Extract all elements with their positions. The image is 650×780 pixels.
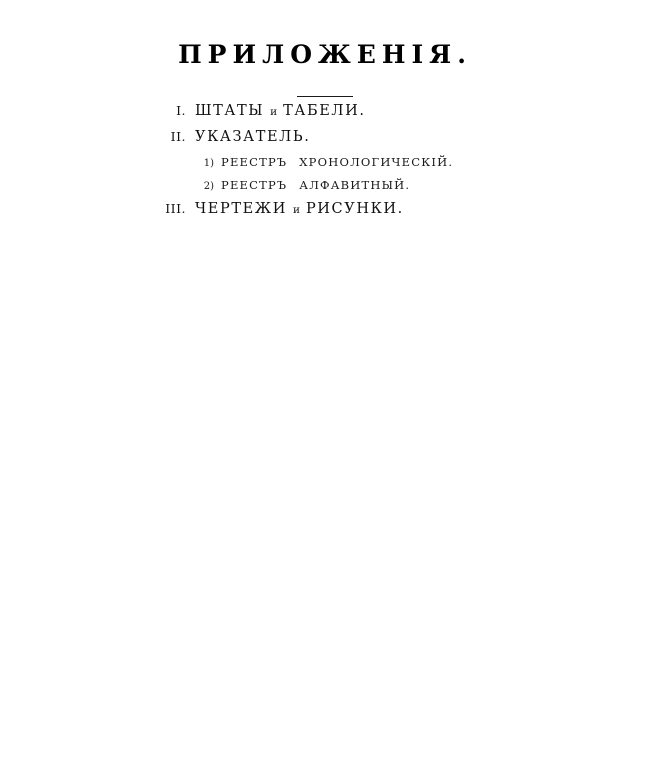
entry-conjunction: и [292, 204, 300, 216]
entry-terminator: . [359, 103, 364, 119]
page-title: ПРИЛОЖЕНІЯ. [178, 40, 472, 69]
list-item [196, 178, 560, 192]
entry-number: 2) [203, 181, 214, 192]
entry-label-start: УКАЗАТЕЛЬ [195, 129, 305, 145]
entry-terminator: . [397, 201, 403, 217]
entry-terminator: . [304, 129, 309, 145]
list-item [160, 201, 560, 217]
table-of-contents [160, 103, 560, 227]
list-item [160, 103, 560, 119]
list-item [196, 155, 560, 169]
entry-label-start: ШТАТЫ [195, 103, 265, 119]
title-divider [0, 84, 650, 102]
entry-number: III. [165, 201, 186, 216]
entry-number: I. [176, 103, 186, 118]
horizontal-rule [297, 96, 353, 97]
entry-label-start: РЕЕСТРЪ [221, 178, 288, 192]
entry-terminator: . [405, 178, 410, 192]
entry-label-end: РИСУНКИ [305, 201, 398, 217]
entry-number: II. [170, 129, 186, 144]
entry-terminator: . [448, 155, 452, 169]
entry-label-end: АЛФАВИТНЫЙ [299, 178, 406, 192]
list-item [160, 129, 560, 145]
entry-conjunction: и [270, 106, 278, 118]
entry-number: 1) [203, 158, 214, 169]
entry-label-end: ХРОНОЛОГИЧЕСКІЙ [299, 155, 449, 169]
entry-label-start: ЧЕРТЕЖИ [195, 201, 287, 217]
entry-label-start: РЕЕСТРЪ [221, 155, 288, 169]
entry-label-end: ТАБЕЛИ [283, 103, 360, 119]
